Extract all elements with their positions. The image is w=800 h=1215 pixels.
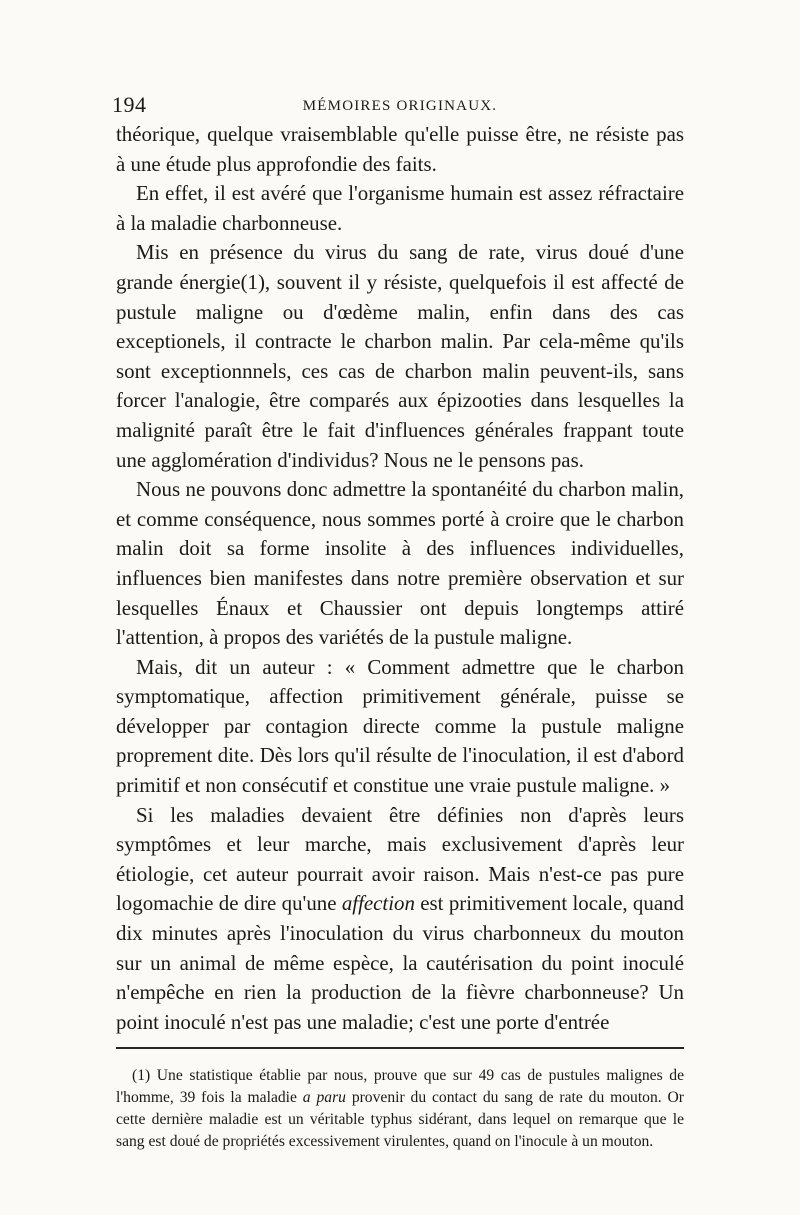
paragraph-text: Si les maladies devaient être définies non d'après leurs symptômes et leur marche, mais exclusivement d'après leur étiologie, cet auteur pourrait avoir raison. Mais n'est-ce pas pure logomachie de dire qu'une xyxy=(116,802,684,916)
paragraph: Mis en présence du virus du sang de rate, virus doué d'une grande énergie(1), souvent il y résiste, quelquefois il est affecté de pustule maligne ou d'œdème malin, enfin dans des cas exceptionels, il contracte le charbon malin. Par cela-même qu'ils sont exceptionnnels, ces cas de charbon malin peuvent-ils, sans forcer l'analogie, être comparés aux épizooties dans lesquelles la malignité paraît être le fait d'influences générales frappant toute une agglomération d'individus? Nous ne le pensons pas. xyxy=(116,240,684,472)
running-head: MÉMOIRES ORIGINAUX. xyxy=(302,98,498,114)
page-number: 194 xyxy=(112,92,147,117)
book-page xyxy=(112,92,684,1153)
paragraph-last xyxy=(116,801,684,1038)
paragraph: Nous ne pouvons donc admettre la spontanéité du charbon malin, et comme conséquence, nous sommes porté à croire que le charbon malin doit sa forme insolite à des influences individuelles, influences bien manifestes dans notre première observation et sur lesquelles Énaux et Chaussier ont depuis longtemps attiré l'attention, à propos des variétés de la pustule maligne. xyxy=(116,477,684,650)
footnote-divider xyxy=(116,1047,684,1049)
paragraph: En effet, il est avéré que l'organisme humain est assez réfractaire à la maladie charbonneuse. xyxy=(116,181,684,235)
page-header xyxy=(112,92,684,120)
main-text xyxy=(116,120,684,1037)
footnote xyxy=(116,1065,684,1152)
paragraph-continued: théorique, quelque vraisemblable qu'elle puisse être, ne résiste pas à une étude plus approfondie des faits. xyxy=(116,122,684,176)
footnote-emphasis: a paru xyxy=(302,1089,346,1107)
paragraph: Mais, dit un auteur : « Comment admettre que le charbon symptomatique, affection primitivement générale, puisse se développer par contagion directe comme la pustule maligne proprement dite. Dès lors qu'il résulte de l'inoculation, il est d'abord primitif et non consécutif et constitue une vraie pustule maligne. » xyxy=(116,654,684,798)
footnote-text: provenir du contact du sang de rate du mouton. Or cette dernière maladie est un véritable typhus sidérant, dans lequel on remarque que le sang est doué de propriétés excessivement virulentes, quand on l'inocule à un mouton. xyxy=(116,1089,684,1150)
paragraph-text: est primitivement locale, quand dix minutes après l'inoculation du virus charbonneux du mouton sur un animal de même espèce, la cautérisation du point inoculé n'empêche en rien la production de la fièvre charbonneuse? Un point inoculé n'est pas une maladie; c'est une porte d'entrée xyxy=(116,891,684,1034)
emphasis-word: affection xyxy=(341,891,415,916)
footnote-text: (1) Une statistique établie par nous, prouve que sur 49 cas de pustules malignes de l'homme, 39 fois la maladie xyxy=(116,1067,684,1107)
